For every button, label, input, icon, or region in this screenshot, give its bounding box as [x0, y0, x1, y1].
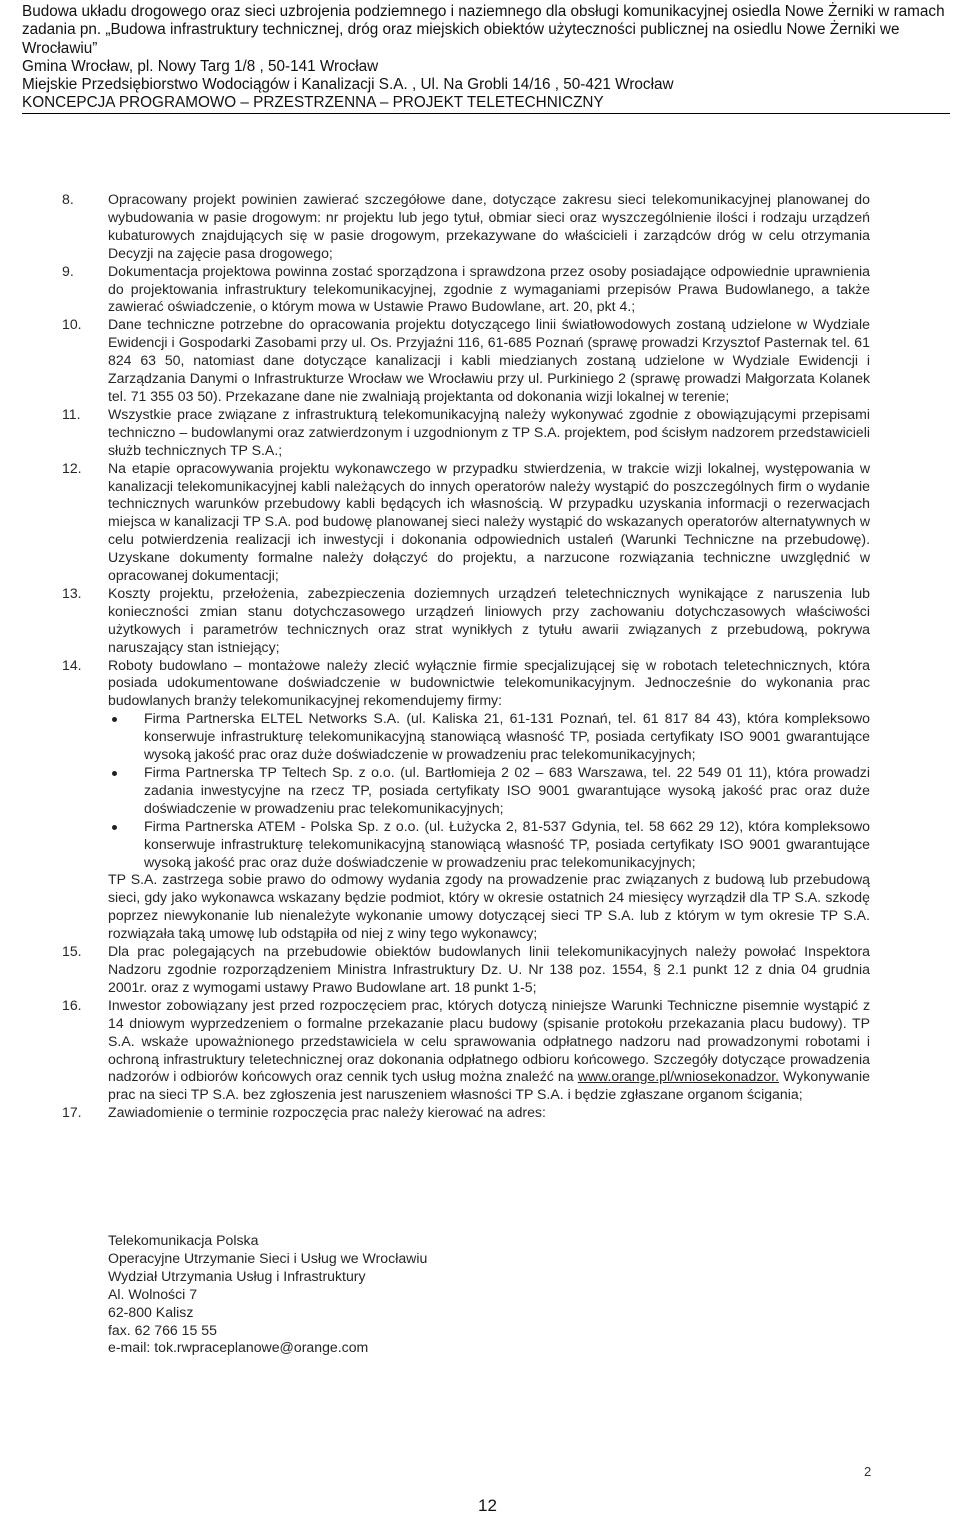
- list-item: [62, 997, 870, 1104]
- list-item: [62, 1104, 870, 1122]
- address-line: Telekomunikacja Polska: [108, 1232, 259, 1248]
- firm-item: [108, 764, 870, 818]
- address-line: fax. 62 766 15 55: [108, 1321, 217, 1338]
- list-item: [62, 263, 870, 317]
- list-item: [62, 316, 870, 406]
- header-divider: [22, 113, 950, 114]
- item-text: Zawiadomienie o terminie rozpoczęcia prac należy kierować na adres:: [108, 1104, 546, 1121]
- notification-address: [108, 1232, 427, 1357]
- address-line: Al. Wolności 7: [108, 1285, 198, 1302]
- item-text: Dane techniczne potrzebne do opracowania projektu dotyczącego linii światłowodowych zostaną udzielone w Wydziale Ewidencji i Gospodarki Zasobami przy ul. Os. Przyjaźni 116, 61-685 Poznań (sprawę prowadzi Krzysztof Pasternak tel. 61 824 63 50, natomiast dane dotyczące kanalizacji i kabli miedzianych zostaną udzielone w Wydziale Ewidencji i Zarządzania Danymi o Infrastrukturze Wrocław we Wrocławiu przy ul. Purkiniego 2 (sprawę prowadzi Małgorzata Kolanek tel. 71 355 03 50). Przekazane dane nie zwalniają projektanta od dokonania wizji lokalnej w terenie;: [108, 316, 870, 404]
- item-text: Dla prac polegających na przebudowie obiektów budowlanych linii telekomunikacyjnych należy powołać Inspektora Nadzoru zgodnie rozporządzeniem Ministra Infrastruktury Dz. U. Nr 138 poz. 1554, § 2.1 punkt 12 z dnia 04 grudnia 2001r. oraz z wymogami ustawy Prawo Budowlane art. 18 punkt 1-5;: [108, 943, 870, 995]
- item-number: 14.: [62, 656, 82, 673]
- item-number: 12.: [62, 459, 82, 476]
- page-number-small: 2: [864, 1464, 872, 1479]
- item-number: 17.: [62, 1104, 82, 1121]
- bullet-icon: [112, 771, 117, 776]
- list-item: [62, 406, 870, 460]
- item-number: 9.: [62, 262, 74, 279]
- conditions-list: [62, 191, 870, 1122]
- recommended-firms: [108, 710, 870, 871]
- list-item: [62, 657, 870, 944]
- bullet-icon: [112, 825, 117, 830]
- address-line: Wydział Utrzymania Usług i Infrastruktury: [108, 1267, 366, 1284]
- project-title: Budowa układu drogowego oraz sieci uzbrojenia podziemnego i naziemnego dla obsługi komunikacyjnej osiedla Nowe Żerniki w ramach zadania pn. „Budowa infrastruktury technicznej, dróg oraz miejskich obiektów użyteczności publicznej na osiedlu Nowe Żerniki we Wrocławiu”: [22, 3, 945, 57]
- item-text: Opracowany projekt powinien zawierać szczegółowe dane, dotyczące zakresu sieci telekomunikacyjnej planowanej do wybudowania w pasie drogowym: nr projektu lub jego tytuł, obmiar sieci oraz wyszczególnienie ilości i rodzaju urządzeń kubaturowych znajdujących się w pasie drogowym, przekazywane do właścicieli i zarządców dróg w celu otrzymania Decyzji na zajęcie pasa drogowego;: [108, 191, 870, 261]
- firm-item: [108, 710, 870, 764]
- item-number: 11.: [62, 405, 81, 422]
- item-number: 15.: [62, 943, 82, 960]
- item-text: Dokumentacja projektowa powinna zostać sporządzona i sprawdzona przez osoby posiadające odpowiednie uprawnienia do projektowania infrastruktury telekomunikacyjnej, zgodnie z wymaganiami przepisów Prawa Budowlanego, a także zawierać oświadczenie, o którym mowa w Ustawie Prawo Budowlane, art. 20, pkt 4.;: [108, 262, 870, 315]
- address-line: 62-800 Kalisz: [108, 1303, 194, 1320]
- firm-text: Firma Partnerska ATEM - Polska Sp. z o.o. (ul. Łużycka 2, 81-537 Gdynia, tel. 58 662 29 12), która kompleksowo konserwuje infrastrukturę telekomunikacyjną stanowiącą własność TP, posiada certyfikaty ISO 9001 gwarantujące wysoką jakość prac oraz duże doświadczenie w prowadzeniu prac telekomunikacyjnych;: [144, 817, 870, 870]
- item-text-part: Inwestor zobowiązany jest przed rozpoczęciem prac, których dotyczą niniejsze Warunki Techniczne pisemnie wystąpić z 14 dniowym wyprzedzeniem o formalne przekazanie placu budowy (spisanie protokołu przekazania placu budowy). TP S.A. wskaże upoważnionego przedstawiciela w celu sprawowania odpłatnego nadzoru nad prowadzonymi robotami i ochroną infrastruktury teletechnicznej oraz dokonania odpłatnego odbioru końcowego. Szczegóły dotyczące prowadzenia nadzorów i odbiorów końcowych oraz cennik tych usług można znaleźć na: [108, 996, 870, 1085]
- document-type: KONCEPCJA PROGRAMOWO – PRZESTRZENNA – PROJEKT TELETECHNICZNY: [22, 94, 604, 112]
- item-text: Roboty budowlano – montażowe należy zlecić wyłącznie firmie specjalizującej się w robotach teletechnicznych, która posiada udokumentowane doświadczenie w budownictwie telekomunikacyjnym. Jednocześnie do wykonania prac budowlanych branży telekomunikacyjnej rekomendujemy firmy:: [108, 656, 870, 709]
- item-text: Koszty projektu, przełożenia, zabezpieczenia doziemnych urządzeń teletechnicznych wynikające z naruszenia lub konieczności zmian stanu dotychczasowego urządzeń liniowych przy zachowaniu dotychczasowych właściwości użytkowych i parametrów technicznych oraz strat wynikłych z tytułu awarii związanych z przebudową, pokrywa naruszający stan istniejący;: [108, 584, 870, 655]
- item-text: TP S.A. zastrzega sobie prawo do odmowy wydania zgody na prowadzenie prac związanych z budową lub przebudową sieci, gdy jako wykonawca wskazany będzie podmiot, który w okresie ostatnich 24 miesięcy wyrządził dla TP S.A. szkodę poprzez niewykonanie lub nienależyte wykonanie umowy dotyczącej sieci TP S.A. lub z którym w tym okresie TP S.A. rozwiązała taką umowę lub odstąpiła od niej z winy tego wykonawcy;: [108, 871, 870, 942]
- investor-line: Gmina Wrocław, pl. Nowy Targ 1/8 , 50-141 Wrocław: [22, 57, 379, 75]
- address-line: Operacyjne Utrzymanie Sieci i Usług we Wrocławiu: [108, 1249, 428, 1266]
- item-number: 16.: [62, 996, 82, 1013]
- page-number: 12: [478, 1496, 497, 1515]
- item-number: 8.: [62, 191, 74, 207]
- item-text-part: Wykonywanie prac na sieci TP S.A. bez zgłoszenia jest naruszeniem własności TP S.A. i będzie zgłaszane organom ścigania;: [108, 1068, 870, 1103]
- list-item: [62, 585, 870, 657]
- firm-text: Firma Partnerska TP Teltech Sp. z o.o. (ul. Bartłomieja 2 02 – 683 Warszawa, tel. 22 549 01 11), która prowadzi zadania inwestycyjne na rzecz TP, posiada certyfikaty ISO 9001 gwarantujące wysoką jakość prac oraz duże doświadczenie w prowadzeniu prac telekomunikacyjnych;: [144, 764, 870, 816]
- company-line: Miejskie Przedsiębiorstwo Wodociągów i Kanalizacji S.A. , Ul. Na Grobli 14/16 , 50-421 Wrocław: [22, 76, 674, 94]
- firm-text: Firma Partnerska ELTEL Networks S.A. (ul. Kaliska 21, 61-131 Poznań, tel. 61 817 84 43), która kompleksowo konserwuje infrastrukturę telekomunikacyjną stanowiącą własność TP, posiada certyfikaty ISO 9001 gwarantujące wysoką jakość prac oraz duże doświadczenie w prowadzeniu prac telekomunikacyjnych;: [144, 710, 870, 763]
- bullet-icon: [112, 717, 117, 722]
- list-item: [62, 191, 870, 263]
- address-line: e-mail: tok.rwpraceplanowe@orange.com: [108, 1339, 369, 1356]
- firm-item: [108, 818, 870, 872]
- item-text: [108, 997, 870, 1104]
- item-number: 10.: [62, 316, 82, 333]
- nadzor-link[interactable]: www.orange.pl/wniosekonadzor.: [577, 1068, 780, 1085]
- item-text: Na etapie opracowywania projektu wykonawczego w przypadku stwierdzenia, w trakcie wizji lokalnej, występowania w kanalizacji telekomunikacyjnej kabli należących do innych operatorów należy wystąpić do poszczególnych firm o wydanie technicznych warunków przebudowy kabli będących ich własnością. W przypadku uzyskania informacji o rezerwacjach miejsca w kanalizacji TP S.A. pod budowę planowanej sieci należy wystąpić do wskazanych operatorów alternatywnych w celu potwierdzenia realizacji ich inwestycji i dokonania odpowiednich ustaleń (Warunki Techniczne na przebudowę). Uzyskane dokumenty formalne należy dołączyć do projektu, a narzucone rozwiązania techniczne uwzględnić w opracowanej dokumentacji;: [108, 459, 870, 584]
- list-item: [62, 943, 870, 997]
- list-item: [62, 460, 870, 585]
- item-number: 13.: [62, 584, 82, 601]
- document-header: [22, 3, 952, 113]
- item-text: Wszystkie prace związane z infrastrukturą telekomunikacyjną należy wykonywać zgodnie z obowiązującymi przepisami techniczno – budowlanymi oraz zatwierdzonym i uzgodnionym z TP S.A. projektem, pod ścisłym nadzorem przedstawicieli służb technicznych TP S.A.;: [108, 405, 870, 458]
